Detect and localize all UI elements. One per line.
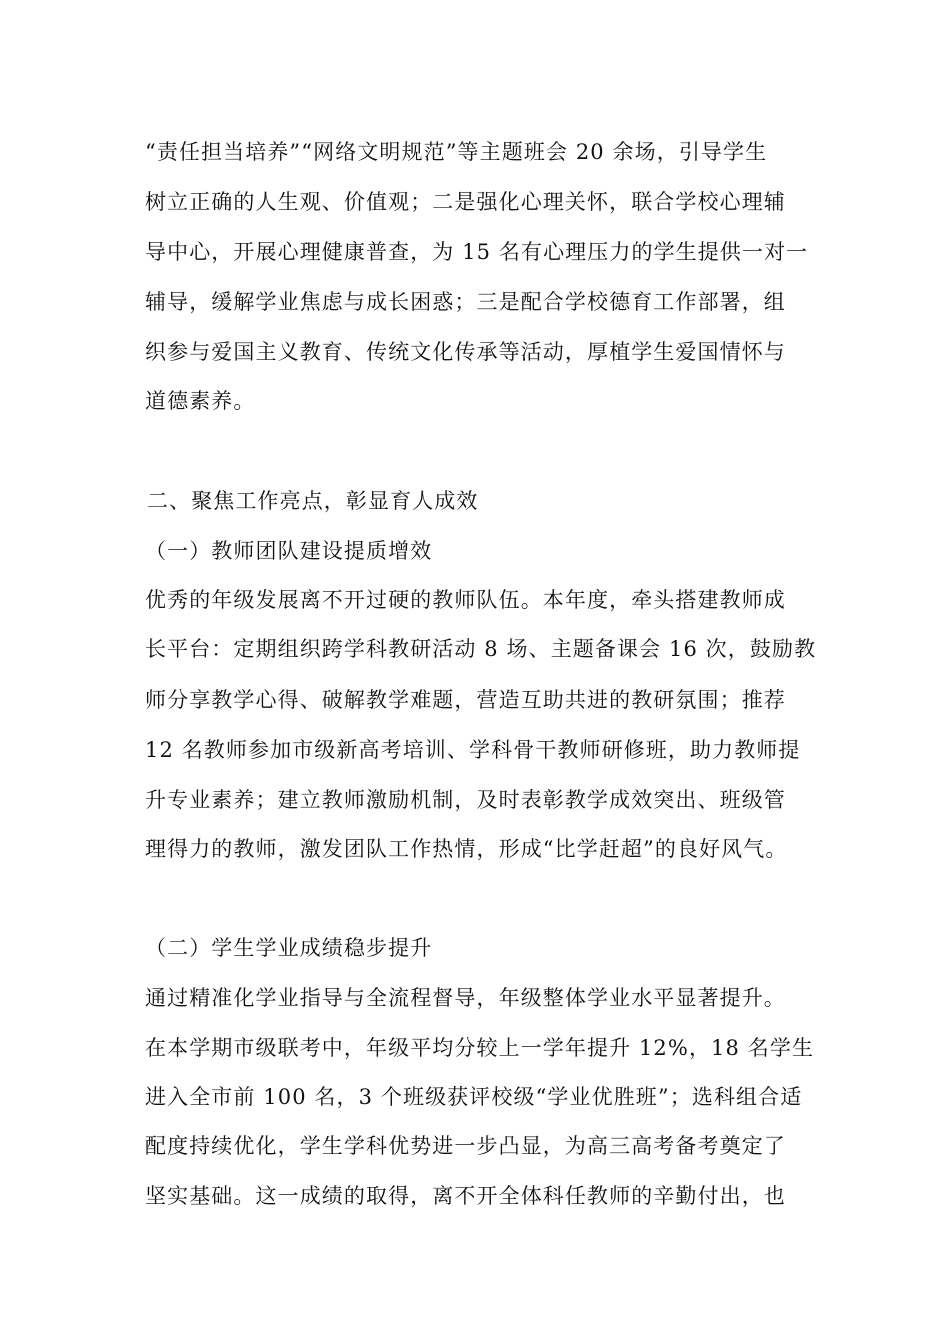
paragraph-line: 织参与爱国主义教育、传统文化传承等活动，厚植学生爱国情怀与 bbox=[145, 340, 786, 364]
paragraph-line: 配度持续优化，学生学科优势进一步凸显，为高三高考备考奠定了 bbox=[145, 1134, 786, 1158]
section-heading: 二、聚焦工作亮点，彰显育人成效 bbox=[147, 489, 479, 513]
paragraph-line: 辅导，缓解学业焦虑与成长困惑；三是配合学校德育工作部署，组 bbox=[145, 290, 786, 314]
paragraph-line: 进入全市前 100 名，3 个班级获评校级“学业优胜班”；选科组合适 bbox=[145, 1085, 803, 1109]
paragraph-line: 12 名教师参加市级新高考培训、学科骨干教师研修班，助力教师提 bbox=[145, 738, 801, 762]
paragraph-line: 长平台：定期组织跨学科教研活动 8 场、主题备课会 16 次，鼓励教 bbox=[145, 637, 817, 661]
paragraph-line: 优秀的年级发展离不开过硬的教师队伍。本年度，牵头搭建教师成 bbox=[145, 588, 786, 612]
paragraph-line: 理得力的教师，激发团队工作热情，形成“比学赶超”的良好风气。 bbox=[145, 837, 788, 861]
paragraph-line: 通过精准化学业指导与全流程督导，年级整体学业水平显著提升。 bbox=[145, 986, 786, 1010]
subsection-heading: （一）教师团队建设提质增效 bbox=[145, 539, 433, 563]
subsection-heading: （二）学生学业成绩稳步提升 bbox=[145, 936, 433, 960]
paragraph-line: “责任担当培养”“网络文明规范”等主题班会 20 余场，引导学生 bbox=[145, 140, 768, 164]
paragraph-line: 导中心，开展心理健康普查，为 15 名有心理压力的学生提供一对一 bbox=[145, 240, 809, 264]
paragraph-line: 师分享教学心得、破解教学难题，营造互助共进的教研氛围；推荐 bbox=[145, 688, 786, 712]
paragraph-line: 升专业素养；建立教师激励机制，及时表彰教学成效突出、班级管 bbox=[145, 788, 786, 812]
paragraph-line: 坚实基础。这一成绩的取得，离不开全体科任教师的辛勤付出，也 bbox=[145, 1184, 786, 1208]
paragraph-line: 道德素养。 bbox=[145, 389, 256, 413]
paragraph-line: 树立正确的人生观、价值观；二是强化心理关怀，联合学校心理辅 bbox=[145, 190, 786, 214]
paragraph-line: 在本学期市级联考中，年级平均分较上一学年提升 12%，18 名学生 bbox=[145, 1036, 815, 1060]
